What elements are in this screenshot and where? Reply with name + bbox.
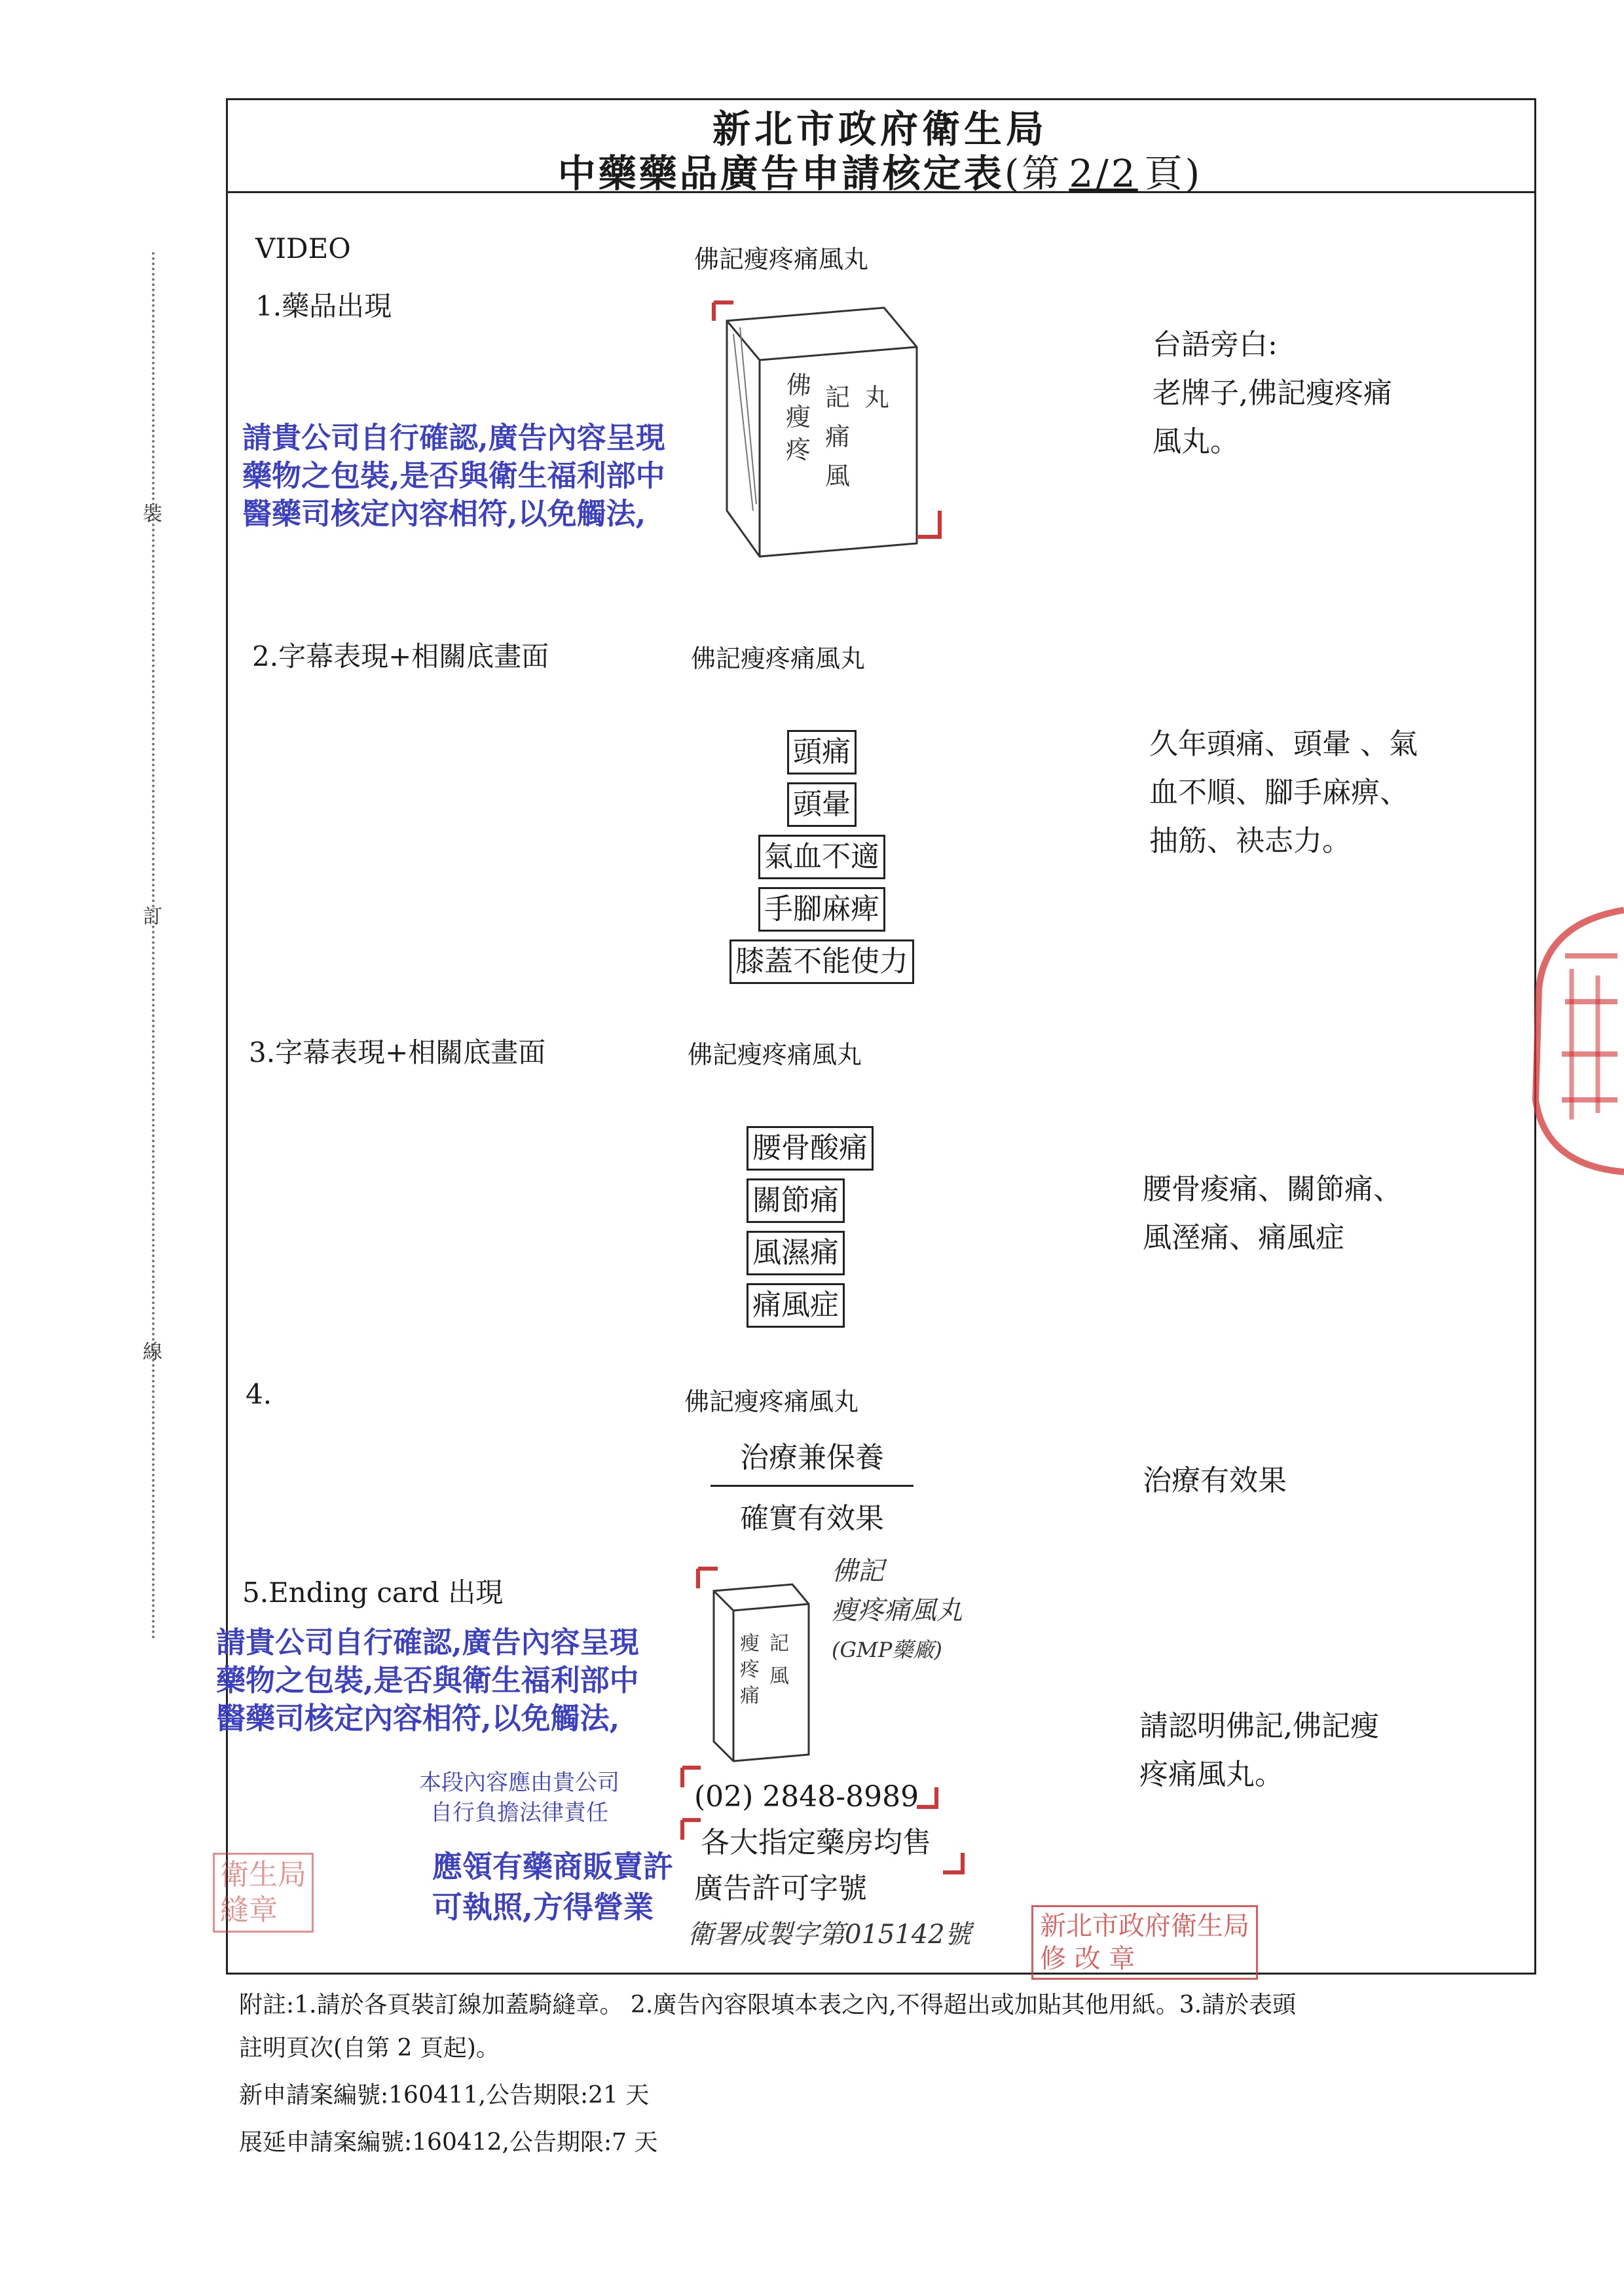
license-label: 廣告許可字號 bbox=[694, 1872, 867, 1905]
seal-stamp-edge bbox=[1526, 903, 1624, 1178]
caption-box: 痛風症 bbox=[747, 1283, 845, 1328]
store-text: 各大指定藥房均售 bbox=[701, 1826, 931, 1859]
footnotes bbox=[239, 1984, 1542, 2164]
page-number: 2/2 bbox=[1069, 151, 1138, 196]
footnote-line: 註明頁次(自第 2 頁起)。 bbox=[239, 2035, 500, 2062]
scene-1-product: 佛記瘦疼痛風丸 bbox=[694, 245, 869, 274]
form-title-text: 中藥藥品廣告申請核定表 bbox=[557, 151, 1005, 196]
caption-line: 確實有效果 bbox=[740, 1502, 884, 1535]
narration-line: 腰骨痠痛、關節痛、 bbox=[1143, 1173, 1402, 1206]
scene-4-label: 4. bbox=[246, 1378, 272, 1410]
scene-4-product: 佛記瘦疼痛風丸 bbox=[684, 1387, 859, 1416]
review-note-1 bbox=[242, 419, 665, 533]
page-prefix: (第 bbox=[1004, 151, 1063, 196]
svg-text:瘦: 瘦 bbox=[740, 1632, 760, 1655]
caption-box: 頭暈 bbox=[787, 782, 857, 827]
license-line: 應領有藥商販賣許 bbox=[432, 1849, 673, 1884]
review-note-2-line: 藥物之包裝,是否與衛生福利部中 bbox=[216, 1663, 639, 1698]
handwritten-line: 瘦疼痛風丸 bbox=[832, 1595, 963, 1626]
svg-text:丸: 丸 bbox=[864, 383, 890, 412]
product-box-sketch bbox=[707, 295, 956, 570]
license-handwritten: 衛署成製字第015142號 bbox=[688, 1920, 971, 1950]
video-label: VIDEO bbox=[255, 232, 351, 264]
footnote-line: 展延申請案編號:160412,公告期限:7 天 bbox=[239, 2129, 658, 2156]
ending-card-sketch bbox=[694, 1565, 825, 1774]
narration-line: 風溼痛、痛風症 bbox=[1143, 1221, 1344, 1254]
scene-5-label: 5.Ending card 出現 bbox=[242, 1576, 504, 1609]
handwritten-line: (GMP藥廠) bbox=[832, 1637, 942, 1662]
scene-2-narration bbox=[1149, 720, 1418, 866]
page-suffix: 頁) bbox=[1144, 151, 1203, 196]
license-note bbox=[432, 1846, 673, 1927]
review-note-1-line: 醫藥司核定內容相符,以免觸法, bbox=[242, 496, 646, 531]
ending-contact-brackets bbox=[674, 1761, 976, 1912]
svg-text:風: 風 bbox=[825, 462, 851, 490]
caption-box: 手腳麻痺 bbox=[758, 887, 885, 932]
scene-3-label: 3.字幕表現+相關底畫面 bbox=[249, 1036, 546, 1068]
agency-title: 新北市政府衛生局 bbox=[712, 107, 1048, 151]
liability-line: 本段內容應由貴公司 bbox=[419, 1770, 619, 1796]
binding-mark-ding: 訂 bbox=[143, 905, 162, 928]
svg-text:風: 風 bbox=[769, 1665, 789, 1688]
caption-box: 腰骨酸痛 bbox=[747, 1126, 874, 1171]
binding-mark-xian: 線 bbox=[143, 1341, 162, 1364]
scene-2-label: 2.字幕表現+相關底畫面 bbox=[252, 640, 549, 672]
scene-3-narration bbox=[1143, 1165, 1402, 1262]
scene-2-product: 佛記瘦疼痛風丸 bbox=[691, 644, 866, 673]
review-note-2 bbox=[216, 1624, 639, 1738]
svg-text:佛: 佛 bbox=[785, 370, 813, 401]
caption-box: 膝蓋不能使力 bbox=[729, 939, 914, 984]
seal-stamp-right bbox=[1031, 1905, 1258, 1980]
scene-5-narration bbox=[1139, 1702, 1379, 1799]
svg-text:痛: 痛 bbox=[740, 1685, 760, 1707]
narration-line: 久年頭痛、頭暈 、氣 bbox=[1149, 727, 1418, 761]
binding-line bbox=[152, 252, 155, 1640]
svg-text:記: 記 bbox=[769, 1632, 789, 1655]
footnote-line: 新申請案編號:160411,公告期限:21 天 bbox=[239, 2082, 650, 2109]
seal-stamp-left bbox=[213, 1853, 314, 1933]
narration-line: 血不順、腳手麻痹、 bbox=[1149, 776, 1409, 809]
review-note-2-line: 請貴公司自行確認,廣告內容呈現 bbox=[216, 1625, 639, 1660]
scene-1-label: 1.藥品出現 bbox=[255, 290, 392, 322]
seal-right-line: 修 改 章 bbox=[1040, 1944, 1135, 1974]
caption-box: 氣血不適 bbox=[758, 835, 885, 879]
narration-line: 風丸。 bbox=[1153, 425, 1239, 458]
review-note-2-line: 醫藥司核定內容相符,以免觸法, bbox=[216, 1701, 620, 1736]
phone-number: (02) 2848-8989 bbox=[694, 1780, 919, 1813]
caption-box: 頭痛 bbox=[787, 730, 857, 774]
scene-3-captions bbox=[747, 1126, 904, 1328]
svg-text:記: 記 bbox=[825, 383, 851, 412]
seal-right-line: 新北市政府衛生局 bbox=[1040, 1911, 1249, 1941]
liability-note bbox=[419, 1768, 619, 1828]
narration-line: 治療有效果 bbox=[1143, 1464, 1287, 1497]
form-title bbox=[226, 143, 1534, 198]
caption-box: 風濕痛 bbox=[747, 1231, 845, 1275]
ending-handwritten bbox=[832, 1552, 963, 1669]
narration-line: 請認明佛記,佛記瘦 bbox=[1139, 1709, 1379, 1743]
scene-4-narration bbox=[1143, 1457, 1287, 1505]
caption-box: 關節痛 bbox=[747, 1178, 845, 1223]
narration-line: 老牌子,佛記瘦疼痛 bbox=[1153, 376, 1392, 410]
caption-line: 治療兼保養 bbox=[710, 1434, 913, 1487]
narration-line: 疼痛風丸。 bbox=[1139, 1758, 1283, 1791]
scene-3-product: 佛記瘦疼痛風丸 bbox=[688, 1040, 862, 1069]
seal-left-line: 縫章 bbox=[220, 1893, 278, 1927]
liability-line: 自行負擔法律責任 bbox=[430, 1800, 608, 1826]
binding-mark-zhuang: 裝 bbox=[143, 503, 162, 526]
scene-4-captions bbox=[710, 1434, 913, 1537]
seal-left-line: 衛生局 bbox=[220, 1858, 306, 1891]
svg-text:疼: 疼 bbox=[786, 435, 811, 464]
review-note-1-line: 藥物之包裝,是否與衛生福利部中 bbox=[242, 458, 665, 493]
svg-text:疼: 疼 bbox=[740, 1658, 760, 1681]
svg-text:痛: 痛 bbox=[825, 422, 851, 451]
svg-text:瘦: 瘦 bbox=[786, 403, 811, 431]
handwritten-line: 佛記 bbox=[832, 1556, 884, 1586]
scene-2-captions bbox=[714, 730, 930, 984]
review-note-1-line: 請貴公司自行確認,廣告內容呈現 bbox=[242, 420, 665, 455]
narration-line: 抽筋、袂志力。 bbox=[1149, 824, 1351, 858]
footnote-line: 附註:1.請於各頁裝訂線加蓋騎縫章。 2.廣告內容限填本表之內,不得超出或加貼其他用紙。3.請於表頭 bbox=[239, 1992, 1297, 2018]
scene-1-narration bbox=[1153, 321, 1392, 466]
narration-title: 台語旁白: bbox=[1153, 328, 1278, 361]
license-line: 可執照,方得營業 bbox=[432, 1889, 654, 1925]
